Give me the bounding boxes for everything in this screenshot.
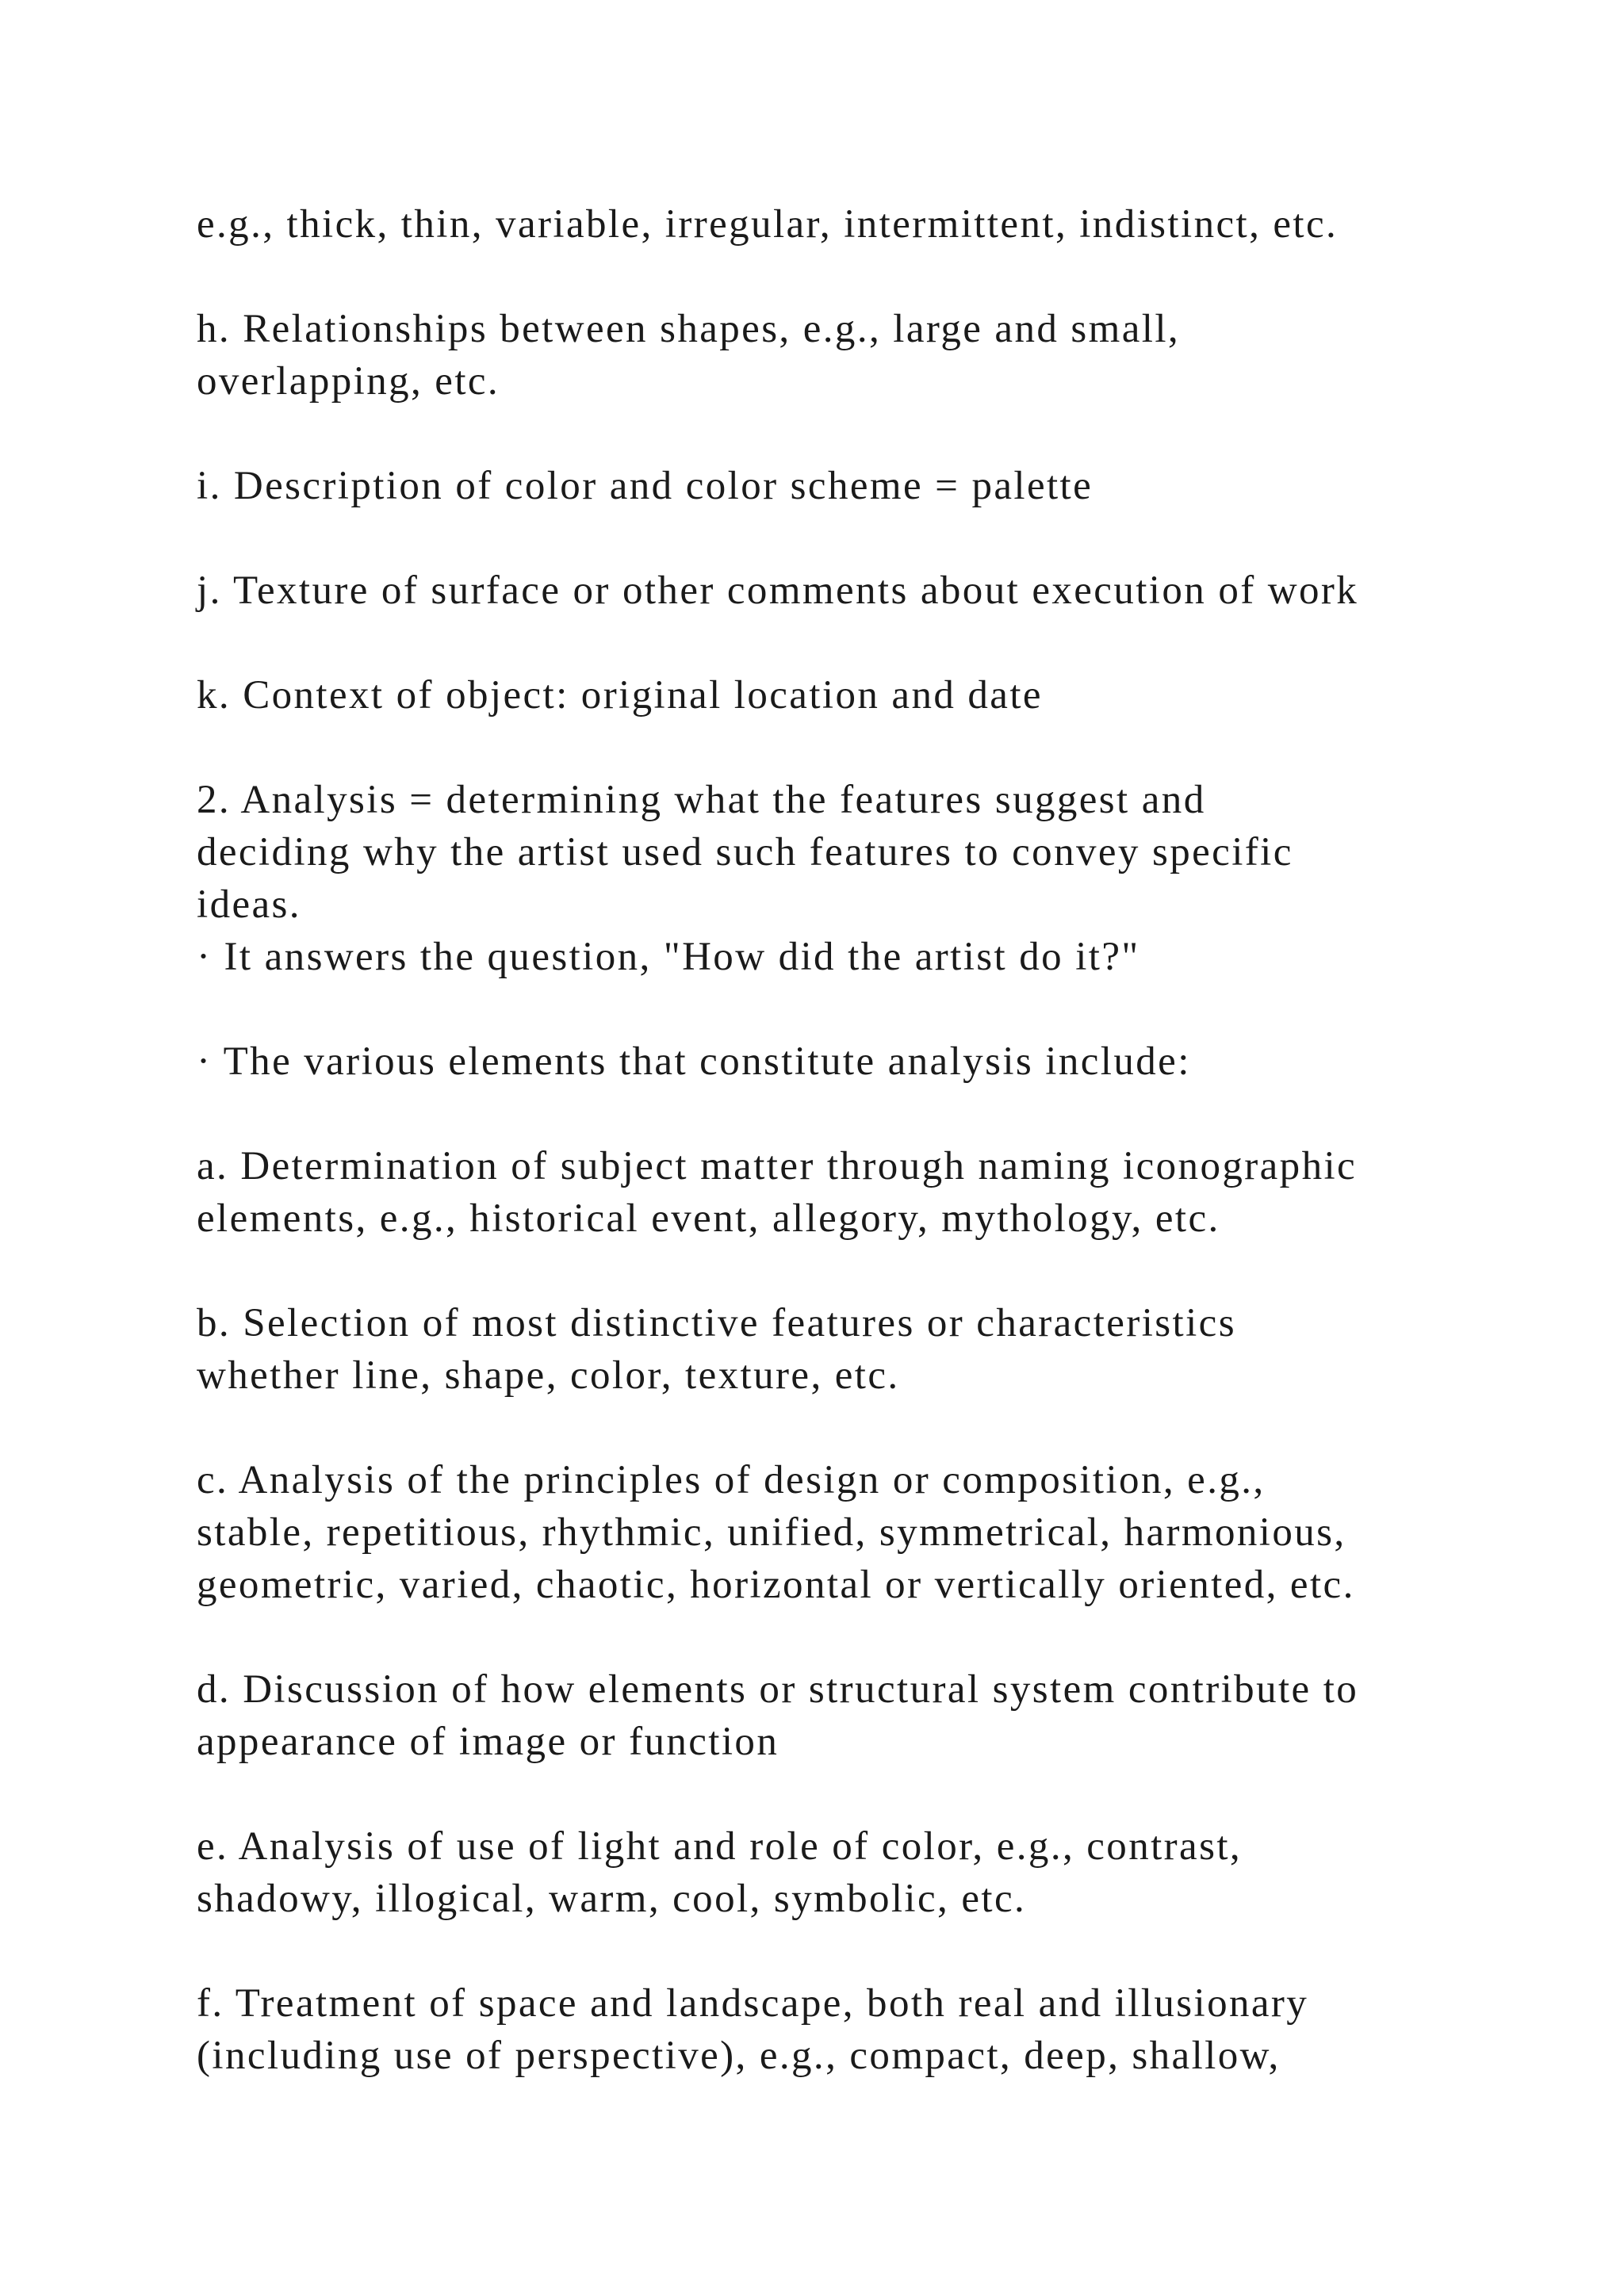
text-line: j. Texture of surface or other comments about execution of work xyxy=(197,568,1359,613)
text-line: ideas. xyxy=(197,882,301,927)
text-line: d. Discussion of how elements or structural system contribute to xyxy=(197,1667,1359,1712)
paragraph-item-j xyxy=(197,564,1481,617)
paragraph-item-d xyxy=(197,1663,1481,1768)
bullet-how-did-artist xyxy=(197,931,1481,983)
paragraph-item-b xyxy=(197,1297,1481,1402)
text-line: e. Analysis of use of light and role of color, e.g., contrast, xyxy=(197,1824,1243,1869)
text-line: elements, e.g., historical event, allegory, mythology, etc. xyxy=(197,1196,1220,1241)
text-line: i. Description of color and color scheme = palette xyxy=(197,464,1094,508)
text-line: appearance of image or function xyxy=(197,1720,779,1764)
text-line: k. Context of object: original location and date xyxy=(197,673,1043,718)
text-line: h. Relationships between shapes, e.g., large and small, xyxy=(197,307,1181,351)
paragraph-line-quality-examples xyxy=(197,198,1481,251)
text-line: f. Treatment of space and landscape, both real and illusionary xyxy=(197,1981,1309,2026)
document-body xyxy=(197,198,1481,2082)
paragraph-item-a xyxy=(197,1140,1481,1245)
text-line: whether line, shape, color, texture, etc. xyxy=(197,1353,900,1398)
paragraph-item-f xyxy=(197,1977,1481,2082)
paragraph-item-h xyxy=(197,303,1481,408)
paragraph-item-e xyxy=(197,1820,1481,1925)
paragraph-analysis-definition xyxy=(197,774,1481,931)
text-line: deciding why the artist used such features to convey specific xyxy=(197,830,1293,874)
text-line: shadowy, illogical, warm, cool, symbolic, etc. xyxy=(197,1877,1027,1921)
text-line: 2. Analysis = determining what the features suggest and xyxy=(197,778,1206,822)
paragraph-item-i xyxy=(197,460,1481,512)
paragraph-item-k xyxy=(197,669,1481,721)
text-line: a. Determination of subject matter through naming iconographic xyxy=(197,1144,1358,1188)
text-line: (including use of perspective), e.g., compact, deep, shallow, xyxy=(197,2034,1281,2078)
text-line: e.g., thick, thin, variable, irregular, intermittent, indistinct, etc. xyxy=(197,202,1339,247)
bullet-elements-of-analysis xyxy=(197,1035,1481,1088)
paragraph-item-c xyxy=(197,1454,1481,1611)
text-line: · It answers the question, "How did the artist do it?" xyxy=(197,935,1140,979)
text-line: overlapping, etc. xyxy=(197,359,500,404)
text-line: b. Selection of most distinctive features or characteristics xyxy=(197,1301,1236,1345)
text-line: c. Analysis of the principles of design or composition, e.g., xyxy=(197,1458,1266,1502)
text-line: · The various elements that constitute analysis include: xyxy=(197,1039,1191,1084)
text-line: geometric, varied, chaotic, horizontal or vertically oriented, etc. xyxy=(197,1563,1355,1607)
text-line: stable, repetitious, rhythmic, unified, symmetrical, harmonious, xyxy=(197,1510,1346,1555)
